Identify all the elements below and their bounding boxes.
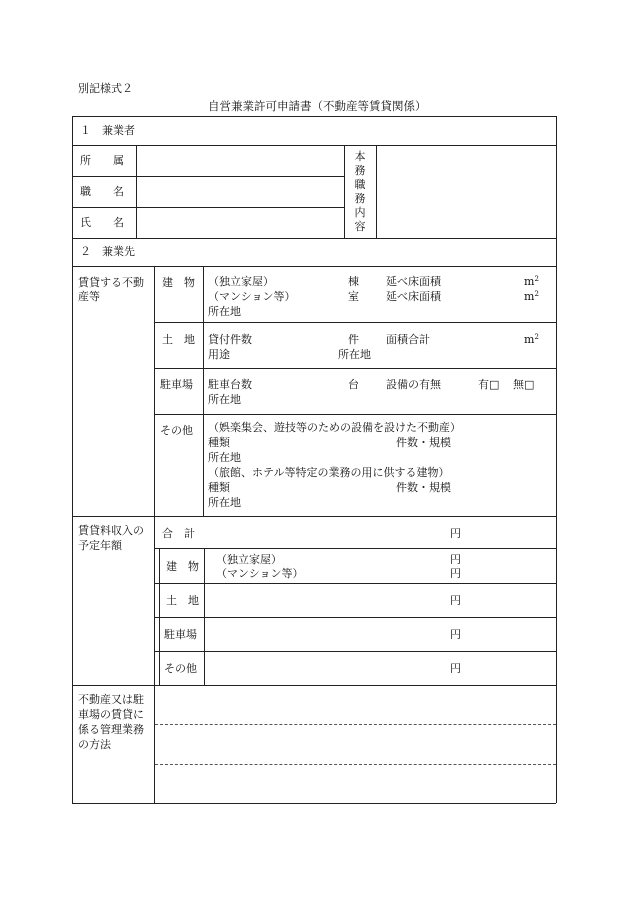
income-land-bottom-line — [154, 617, 556, 618]
rental-label-line2: 産等 — [78, 290, 100, 303]
land-count-unit: 件 — [348, 333, 359, 346]
building-area-unit-1 — [524, 275, 539, 290]
rental-label-line1: 賃貸する不動 — [78, 276, 144, 289]
section1-duties-right-line — [376, 145, 377, 238]
building-floor-area-label-2: 延べ床面積 — [386, 290, 441, 303]
parking-count-unit: 台 — [348, 378, 359, 391]
parking-location-label: 所在地 — [208, 393, 241, 406]
parking-yes-checkbox[interactable]: 有□ — [478, 378, 500, 391]
income-condo-yen: 円 — [450, 567, 461, 580]
building-label: 建 物 — [162, 276, 195, 289]
area-unit-sup: 2 — [534, 290, 539, 298]
other-hotel-heading: （旅館、ホテル等特定の業務の用に供する建物） — [208, 466, 450, 479]
other-location-label-2: 所在地 — [208, 496, 241, 509]
table-left-border — [72, 116, 73, 803]
land-area-unit — [524, 333, 539, 348]
income-bottom-line — [72, 685, 556, 686]
management-dashed-line-1 — [155, 724, 556, 725]
duties-label — [353, 150, 367, 234]
table-right-border — [556, 116, 557, 803]
income-total-label: 合 計 — [162, 527, 195, 540]
other-kind-label-1: 種類 — [208, 436, 230, 449]
section1-duties-left-line — [344, 145, 345, 238]
form-number: 別記様式２ — [78, 82, 133, 95]
section1-header-line — [72, 145, 556, 146]
land-label: 土 地 — [162, 333, 195, 346]
income-label-line2: 予定年額 — [78, 539, 122, 552]
duties-char: 職 — [354, 178, 366, 191]
land-count-label: 貸付件数 — [208, 333, 252, 346]
table-bottom-border — [72, 803, 556, 804]
section2-heading: ２ 兼業先 — [80, 245, 135, 258]
income-sublabel-divider — [204, 548, 205, 685]
income-other-yen: 円 — [450, 662, 461, 675]
affiliation-label: 所 属 — [80, 154, 124, 167]
other-amusement-heading: （娯楽集会、遊技等のための設備を設けた不動産） — [208, 421, 461, 434]
other-scale-label-1: 件数・規模 — [396, 436, 451, 449]
building-area-unit-2 — [524, 290, 539, 305]
duties-char: 務 — [354, 164, 366, 177]
income-parking-bottom-line — [154, 651, 556, 652]
parking-equipment-label: 設備の有無 — [386, 378, 441, 391]
building-floor-area-label: 延べ床面積 — [386, 275, 441, 288]
land-location-label: 所在地 — [338, 348, 371, 361]
income-detached-yen: 円 — [450, 553, 461, 566]
parking-no-checkbox[interactable]: 無□ — [513, 378, 535, 391]
land-bottom-line — [154, 368, 556, 369]
other-kind-label-2: 種類 — [208, 481, 230, 494]
building-location-label: 所在地 — [208, 305, 241, 318]
building-count-unit: 棟 — [348, 275, 359, 288]
area-unit-m: m — [524, 290, 535, 303]
income-parking-yen: 円 — [450, 628, 461, 641]
building-bottom-line — [154, 322, 556, 323]
area-unit-m: m — [524, 275, 535, 288]
income-label-line1: 賃貸料収入の — [78, 524, 144, 537]
area-unit-sup: 2 — [534, 275, 539, 283]
other-location-label-1: 所在地 — [208, 451, 241, 464]
income-land-label: 土 地 — [166, 594, 199, 607]
rental-sublabel-divider — [203, 266, 204, 516]
income-parking-label: 駐車場 — [164, 628, 197, 641]
parking-count-label: 駐車台数 — [208, 378, 252, 391]
duties-char: 本 — [354, 150, 366, 163]
name-label: 氏 名 — [80, 216, 124, 229]
duties-char: 容 — [354, 220, 366, 233]
building-condo-label: （マンション等） — [208, 290, 296, 303]
section1-heading: １ 兼業者 — [80, 124, 135, 137]
section2-label-divider — [154, 266, 155, 803]
management-dashed-line-2 — [155, 764, 556, 765]
management-label-line2: 車場の賃貸に — [78, 708, 144, 721]
income-other-label: その他 — [164, 662, 197, 675]
management-label-line3: 係る管理業務 — [78, 723, 144, 736]
section1-label-divider — [136, 145, 137, 238]
position-bottom-line — [72, 207, 344, 208]
affiliation-bottom-line — [72, 176, 344, 177]
income-total-bottom-line — [154, 548, 556, 549]
building-room-unit: 室 — [348, 290, 359, 303]
income-detached-label: （独立家屋） — [216, 553, 282, 566]
parking-label: 駐車場 — [160, 378, 193, 391]
income-inner-left-line — [159, 548, 160, 685]
area-unit-sup: 2 — [534, 333, 539, 341]
rental-bottom-line — [72, 516, 556, 517]
section2-header-line — [72, 266, 556, 267]
duties-char: 務 — [354, 192, 366, 205]
income-building-bottom-line — [154, 583, 556, 584]
position-label: 職 名 — [80, 185, 124, 198]
land-usage-label: 用途 — [208, 348, 230, 361]
management-label-line4: の方法 — [78, 738, 111, 751]
duties-char: 内 — [354, 206, 366, 219]
income-land-yen: 円 — [450, 594, 461, 607]
income-building-label: 建 物 — [166, 560, 199, 573]
income-total-yen: 円 — [450, 527, 461, 540]
parking-bottom-line — [154, 414, 556, 415]
form-title: 自営兼業許可申請書（不動産等賃貸関係） — [208, 99, 427, 113]
income-condo-label: （マンション等） — [216, 567, 304, 580]
section1-bottom-line — [72, 238, 556, 239]
building-detached-label: （独立家屋） — [208, 275, 274, 288]
other-scale-label-2: 件数・規模 — [396, 481, 451, 494]
management-label-line1: 不動産又は駐 — [78, 693, 144, 706]
other-label: その他 — [160, 424, 193, 437]
land-total-area-label: 面積合計 — [386, 333, 430, 346]
area-unit-m: m — [524, 333, 535, 346]
table-top-border — [72, 116, 556, 117]
